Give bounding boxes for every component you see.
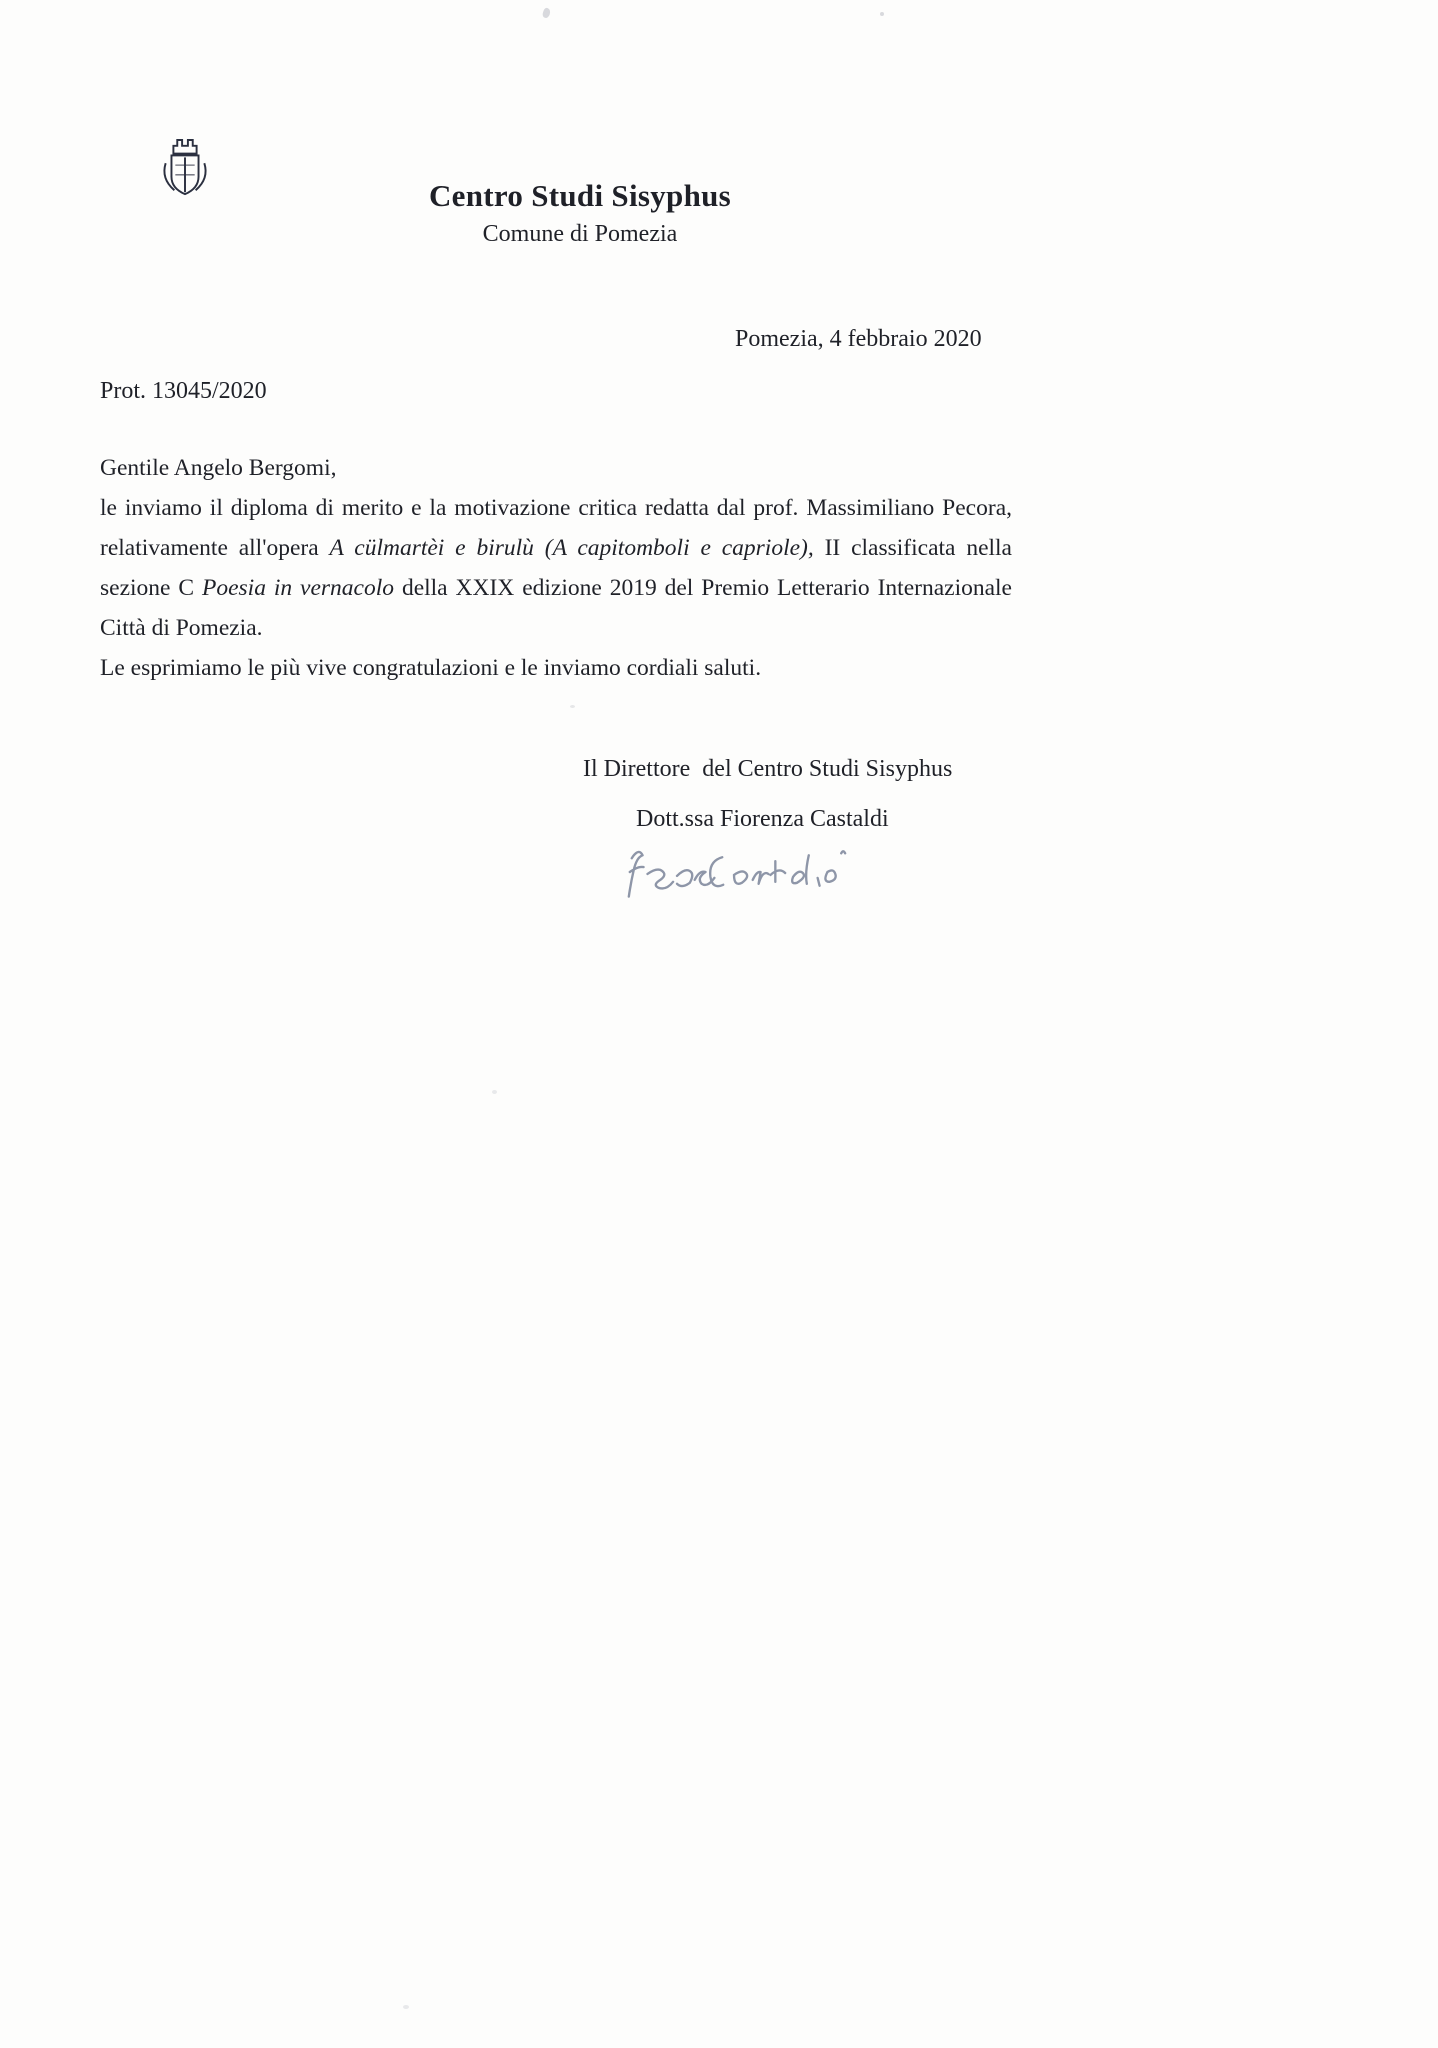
handwritten-signature (618, 842, 854, 902)
letterhead (150, 178, 1010, 248)
letter-body (100, 448, 1012, 688)
scan-artifact (403, 2005, 409, 2009)
closing-line: Le esprimiamo le più vive congratulazioni e le inviamo cordiali saluti. (100, 655, 762, 681)
body-text: le inviamo il diploma di merito e la motivazione critica redatta dal prof. Massimiliano Pecora, relativamente all'opera (100, 495, 1012, 561)
scan-artifact (880, 12, 884, 16)
organization-subtitle: Comune di Pomezia (482, 221, 678, 247)
organization-name: Centro Studi Sisyphus (428, 178, 732, 213)
salutation: Gentile Angelo Bergomi, (100, 455, 337, 481)
scan-artifact (492, 1090, 497, 1094)
signer-name: Dott.ssa Fiorenza Castaldi (636, 806, 889, 832)
date-line: Pomezia, 4 febbraio 2020 (735, 326, 982, 352)
work-title: A cülmartèi e birulù (A capitomboli e capriole), (329, 535, 814, 561)
scan-artifact (542, 7, 552, 19)
body-text: II classificata nella sezione C (100, 535, 1012, 601)
body-text: della XXIX edizione 2019 del Premio Letterario Internazionale Città di Pomezia. (100, 575, 1012, 641)
scan-artifact (570, 705, 575, 708)
section-name: Poesia in vernacolo (201, 575, 395, 601)
body-paragraph (100, 488, 1012, 648)
protocol-number: Prot. 13045/2020 (100, 378, 267, 404)
signer-role: Il Direttore del Centro Studi Sisyphus (583, 756, 953, 782)
